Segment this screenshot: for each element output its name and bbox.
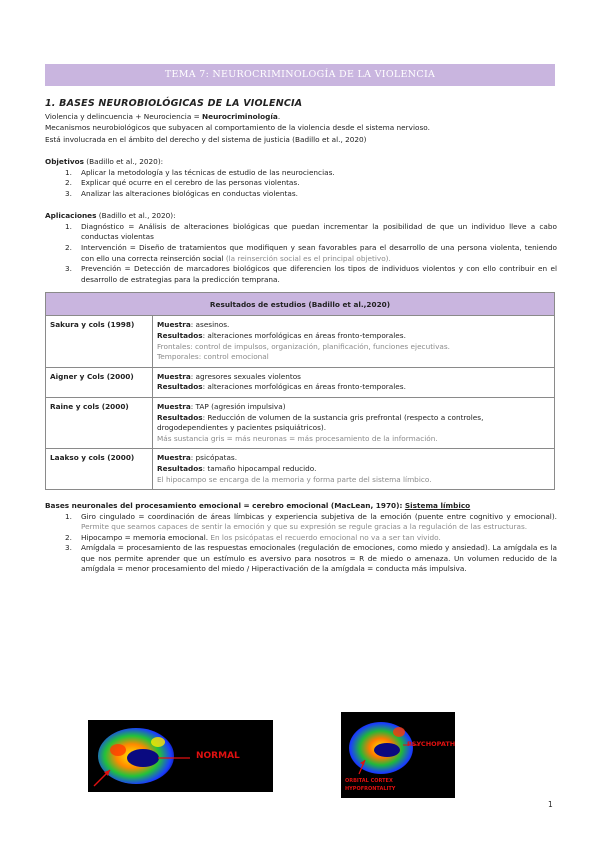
list-text: Aplicar la metodología y las técnicas de estudio de las neurociencias. — [81, 167, 335, 177]
list-text: Diagnóstico = Análisis de alteraciones biológicas que puedan incrementar la posibilidad de que un individuo lleve a cabo conductas violentas — [81, 221, 557, 242]
list-item — [45, 222, 557, 243]
list-item — [45, 543, 557, 575]
list-note: (la reinserción social es el principal objetivo). — [225, 253, 391, 263]
bases-heading — [45, 500, 557, 511]
study-details — [153, 367, 555, 397]
intro-line-3: Está involucrada en el ámbito del derecho y del sistema de justicia (Badillo et al., 2020) — [45, 134, 367, 144]
list-item — [45, 168, 557, 179]
bases-list — [45, 512, 557, 576]
list-item — [45, 512, 557, 533]
normal-brain-scan-image — [88, 720, 273, 792]
aplicaciones-list — [45, 222, 557, 286]
study-note: El hipocampo se encarga de la memoria y forma parte del sistema límbico. — [157, 474, 432, 484]
list-note: En los psicópatas el recuerdo emocional no va a ser tan vivido. — [210, 532, 441, 542]
resultados-label: Resultados — [157, 463, 203, 473]
list-number: 1. — [65, 511, 72, 521]
muestra-label: Muestra — [157, 453, 191, 463]
resultados-value: : tamaño hipocampal reducido. — [202, 463, 317, 473]
list-item — [45, 189, 557, 200]
list-text: Intervención = Diseño de tratamientos que modifiquen y sean favorables para el desarrollo de una persona violenta, teniendo con ello una correcta reinserción social — [81, 243, 557, 263]
intro-text: Violencia y delincuencia + Neurociencia = — [45, 112, 203, 121]
intro-end: . — [277, 112, 281, 121]
list-item — [45, 178, 557, 189]
psychopath-caption-2: HYPOFRONTALITY — [345, 786, 396, 792]
intro-line-2: Mecanismos neurobiológicos que subyacen al comportamiento de la violencia desde el sistema nervioso. — [45, 123, 430, 133]
study-name: Raine y cols (2000) — [46, 397, 153, 448]
study-note: Temporales: control emocional — [157, 352, 269, 362]
list-text: Hipocampo = memoria emocional. — [81, 532, 211, 542]
results-table-title: Resultados de estudios (Badillo et al.,2020) — [46, 293, 555, 316]
muestra-value: : agresores sexuales violentos — [190, 371, 301, 381]
table-row — [46, 397, 555, 448]
list-number: 2. — [65, 178, 72, 188]
list-number: 3. — [65, 543, 72, 553]
list-item — [45, 264, 557, 285]
psychopath-brain-scan-image — [341, 712, 455, 798]
study-note: Frontales: control de impulsos, organización, planificación, funciones ejecutivas. — [157, 341, 450, 351]
objetivos-list — [45, 168, 557, 200]
list-item — [45, 243, 557, 264]
bases-heading-term: Sistema límbico — [404, 501, 471, 511]
study-details — [153, 397, 555, 448]
study-name: Laakso y cols (2000) — [46, 449, 153, 490]
muestra-value: : asesinos. — [190, 320, 230, 330]
list-number: 1. — [65, 167, 72, 177]
study-name: Sakura y cols (1998) — [46, 316, 153, 367]
muestra-value: : psicópatas. — [190, 453, 238, 463]
study-note: Más sustancia gris = más neuronas = más procesamiento de la información. — [157, 433, 438, 443]
study-details — [153, 449, 555, 490]
list-text: Giro cingulado = coordinación de áreas límbicas y experiencia subjetiva de la emoción (puente entre cognitivo y emocional). — [81, 511, 557, 521]
list-note: Permite que seamos capaces de sentir la emoción y que su expresión se regule gracias a la regulación de las estructuras. — [81, 522, 528, 532]
resultados-label: Resultados — [157, 330, 203, 340]
objetivos-heading — [45, 156, 557, 167]
list-text: Amígdala = procesamiento de las respuestas emocionales (regulación de emociones, como miedo y ansiedad). La amígdala es la que nos permite aprender que un estímulo es aversivo para nosotros = R de miedo o amenaza. Un volumen reducido de la amígdala = menor procesamiento del miedo / Hiperactivación de la amígdala = conducta más impulsiva. — [81, 543, 557, 574]
page-number: 1 — [548, 800, 553, 809]
list-number: 2. — [65, 532, 72, 542]
list-text: Explicar qué ocurre en el cerebro de las personas violentas. — [81, 178, 300, 188]
page-content — [45, 98, 557, 575]
table-row — [46, 449, 555, 490]
results-table — [45, 292, 555, 490]
table-row — [46, 367, 555, 397]
muestra-label: Muestra — [157, 320, 191, 330]
resultados-label: Resultados — [157, 412, 203, 422]
list-text: Analizar las alteraciones biológicas en conductas violentas. — [81, 188, 298, 198]
study-name: Aigner y Cols (2000) — [46, 367, 153, 397]
normal-brain-illustration — [88, 720, 273, 792]
psychopath-label: PSYCHOPATH — [407, 740, 455, 748]
normal-label: NORMAL — [196, 751, 240, 761]
objetivos-label: Objetivos — [45, 157, 84, 167]
muestra-value: : TAP (agresión impulsiva) — [190, 401, 286, 411]
resultados-label: Resultados — [157, 382, 203, 392]
list-number: 2. — [65, 243, 72, 252]
muestra-label: Muestra — [157, 401, 191, 411]
objetivos-cite: (Badillo et al., 2020): — [83, 157, 164, 167]
study-details — [153, 316, 555, 367]
resultados-value: : Reducción de volumen de la sustancia gris prefrontal (respecto a controles, drogodependientes y pacientes psiquiátricos). — [157, 412, 484, 433]
resultados-value: : alteraciones morfológicas en áreas fronto-temporales. — [202, 330, 406, 340]
psychopath-caption-1: ORBITAL CORTEX — [345, 778, 393, 784]
aplicaciones-heading — [45, 210, 557, 221]
aplicaciones-label: Aplicaciones — [45, 211, 97, 221]
intro-line — [45, 111, 557, 122]
list-number: 1. — [65, 221, 72, 231]
bases-heading-text: Bases neuronales del procesamiento emocional = cerebro emocional (MacLean, 1970): — [45, 501, 405, 511]
list-text: Prevención = Detección de marcadores biológicos que diferencien los tipos de individuos violentos y con ello contribuir en el desarrollo de estrategias para la predicción temprana. — [81, 264, 557, 284]
list-number: 3. — [65, 264, 72, 274]
page-title-banner: TEMA 7: NEUROCRIMINOLOGÍA DE LA VIOLENCIA — [45, 64, 555, 86]
muestra-label: Muestra — [157, 371, 191, 381]
list-item — [45, 533, 557, 544]
intro-term: Neurocriminología — [202, 112, 278, 121]
aplicaciones-cite: (Badillo et al., 2020): — [96, 211, 176, 221]
table-row — [46, 316, 555, 367]
resultados-value: : alteraciones morfológicas en áreas fronto-temporales. — [202, 382, 406, 392]
list-number: 3. — [65, 188, 72, 198]
section-heading: 1. BASES NEUROBIOLÓGICAS DE LA VIOLENCIA — [45, 98, 303, 109]
